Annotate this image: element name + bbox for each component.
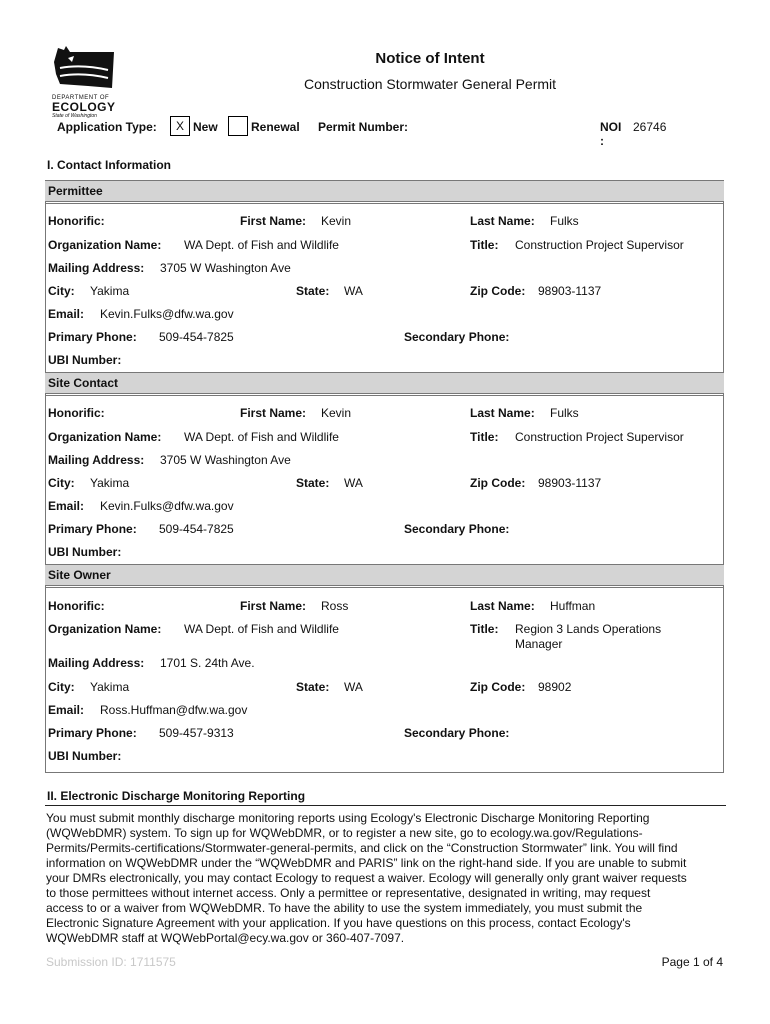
paragraph-line: You must submit monthly discharge monitoring reports using Ecology's Electronic Discharge Monitoring Reporting (46, 811, 650, 825)
section-dmr-title: II. Electronic Discharge Monitoring Reporting (47, 789, 306, 803)
paragraph-line: your DMRs electronically, you may contact Ecology to request a waiver. Ecology will generally only grant waiver requests (46, 871, 687, 885)
divider (45, 395, 724, 396)
paragraph-line: information on WQWebDMR under the “WQWebDMR and PARIS” link on the right-hand side. If you are unable to submit (46, 856, 687, 870)
section-dmr-paragraph (46, 811, 726, 946)
permittee-last-name: Fulks (550, 214, 579, 228)
renewal-label: Renewal (251, 120, 300, 134)
site-contact-state: WA (344, 476, 363, 490)
contact-information-box (45, 180, 724, 773)
permittee-primary-phone-label: Primary Phone: (48, 330, 137, 344)
logo-ecology: ECOLOGY (52, 100, 116, 114)
section-dmr-rule (45, 805, 726, 806)
site-contact-honorific-label: Honorific: (48, 406, 105, 420)
paragraph-line: WQWebDMR staff at WQWebPortal@ecy.wa.gov or 360-407-7097. (46, 931, 405, 945)
site-contact-state-label: State: (296, 476, 330, 490)
divider (45, 203, 724, 204)
site-owner-organization-label: Organization Name: (48, 622, 162, 636)
site-owner-first-name-label: First Name: (240, 599, 307, 613)
site-contact-primary-phone-label: Primary Phone: (48, 522, 137, 536)
site-owner-mailing: 1701 S. 24th Ave. (160, 656, 255, 670)
page-number: Page 1 of 4 (661, 955, 723, 969)
site-contact-first-name-label: First Name: (240, 406, 307, 420)
noi-colon: : (600, 134, 604, 148)
site-contact-primary-phone: 509-454-7825 (159, 522, 234, 536)
site-owner-title-line1: Region 3 Lands Operations (515, 622, 662, 636)
site-owner-zip: 98902 (538, 680, 572, 694)
permittee-heading: Permittee (45, 180, 724, 202)
renewal-checkbox[interactable] (228, 116, 248, 136)
site-owner-first-name: Ross (321, 599, 349, 613)
permittee-city-label: City: (48, 284, 75, 298)
site-contact-zip-label: Zip Code: (470, 476, 526, 490)
new-label: New (193, 120, 218, 134)
permittee-zip-label: Zip Code: (470, 284, 526, 298)
permit-number-label: Permit Number: (318, 120, 409, 134)
site-owner-organization: WA Dept. of Fish and Wildlife (184, 622, 339, 636)
site-owner-primary-phone: 509-457-9313 (159, 726, 234, 740)
site-contact-organization-label: Organization Name: (48, 430, 162, 444)
logo-department: DEPARTMENT OF (52, 95, 110, 101)
divider (45, 587, 724, 588)
permittee-primary-phone: 509-454-7825 (159, 330, 234, 344)
site-owner-ubi-label: UBI Number: (48, 749, 122, 763)
page-title: Notice of Intent (375, 50, 485, 67)
site-contact-email-label: Email: (48, 499, 85, 513)
page-subtitle: Construction Stormwater General Permit (303, 76, 557, 92)
site-owner-title-line2: Manager (515, 637, 563, 651)
site-owner-state-label: State: (296, 680, 330, 694)
application-type-label: Application Type: (57, 120, 157, 134)
site-contact-title-label: Title: (470, 430, 499, 444)
site-owner-primary-phone-label: Primary Phone: (48, 726, 137, 740)
site-owner-heading: Site Owner (45, 564, 724, 586)
ecology-logo (52, 46, 122, 118)
site-owner-last-name: Huffman (550, 599, 596, 613)
permittee-first-name-label: First Name: (240, 214, 307, 228)
paragraph-line: (WQWebDMR) system. To sign up for WQWebDMR, or to register a new site, go to ecology.wa.gov/Regulations- (46, 826, 643, 840)
site-owner-zip-label: Zip Code: (470, 680, 526, 694)
permittee-state: WA (344, 284, 363, 298)
permittee-last-name-label: Last Name: (470, 214, 535, 228)
site-contact-mailing-label: Mailing Address: (48, 453, 145, 467)
site-contact-last-name: Fulks (550, 406, 579, 420)
section-contact-title: I. Contact Information (47, 158, 171, 172)
permittee-organization-label: Organization Name: (48, 238, 162, 252)
permittee-state-label: State: (296, 284, 330, 298)
permittee-honorific-label: Honorific: (48, 214, 105, 228)
paragraph-line: to those permittees without internet access. Only a permittee or representative, designated in writing, may request (46, 886, 651, 900)
site-contact-title: Construction Project Supervisor (515, 430, 684, 444)
site-owner-mailing-label: Mailing Address: (48, 656, 145, 670)
permittee-zip: 98903-1137 (538, 284, 602, 298)
site-owner-city: Yakima (90, 680, 130, 694)
logo-state: State of Washington (52, 113, 97, 119)
site-owner-email-label: Email: (48, 703, 85, 717)
site-owner-state: WA (344, 680, 363, 694)
site-owner-honorific-label: Honorific: (48, 599, 105, 613)
permittee-secondary-phone-label: Secondary Phone: (404, 330, 510, 344)
permittee-title: Construction Project Supervisor (515, 238, 684, 252)
permittee-mailing-label: Mailing Address: (48, 261, 145, 275)
site-owner-last-name-label: Last Name: (470, 599, 535, 613)
permittee-mailing: 3705 W Washington Ave (160, 261, 291, 275)
site-contact-city-label: City: (48, 476, 75, 490)
site-contact-ubi-label: UBI Number: (48, 545, 122, 559)
permittee-first-name: Kevin (321, 214, 352, 228)
site-contact-zip: 98903-1137 (538, 476, 602, 490)
permittee-email-label: Email: (48, 307, 85, 321)
paragraph-line: Permits/Permits-certifications/Stormwater-general-permits, and click on the “Construction Stormwater” link. You will find (46, 841, 678, 855)
new-checkbox[interactable]: X (170, 116, 190, 136)
noi-label: NOI (600, 120, 622, 134)
permittee-organization: WA Dept. of Fish and Wildlife (184, 238, 339, 252)
site-contact-organization: WA Dept. of Fish and Wildlife (184, 430, 339, 444)
site-contact-first-name: Kevin (321, 406, 352, 420)
site-contact-city: Yakima (90, 476, 130, 490)
site-owner-city-label: City: (48, 680, 75, 694)
site-contact-mailing: 3705 W Washington Ave (160, 453, 291, 467)
site-contact-last-name-label: Last Name: (470, 406, 535, 420)
paragraph-line: access to or a waiver from WQWebDMR. To have the ability to use the system immediately, you must submit the (46, 901, 643, 915)
permittee-ubi-label: UBI Number: (48, 353, 122, 367)
permittee-title-label: Title: (470, 238, 499, 252)
site-owner-title-label: Title: (470, 622, 499, 636)
site-contact-heading: Site Contact (45, 372, 724, 394)
noi-value: 26746 (633, 120, 667, 134)
site-owner-email: Ross.Huffman@dfw.wa.gov (100, 703, 248, 717)
permittee-email: Kevin.Fulks@dfw.wa.gov (100, 307, 234, 321)
site-owner-secondary-phone-label: Secondary Phone: (404, 726, 510, 740)
permittee-city: Yakima (90, 284, 130, 298)
site-contact-secondary-phone-label: Secondary Phone: (404, 522, 510, 536)
submission-id: Submission ID: 1711575 (46, 955, 176, 969)
washington-state-map-icon (52, 46, 122, 92)
site-contact-email: Kevin.Fulks@dfw.wa.gov (100, 499, 234, 513)
paragraph-line: Electronic Signature Agreement with your application. If you have questions on this process, contact Ecology's (46, 916, 631, 930)
